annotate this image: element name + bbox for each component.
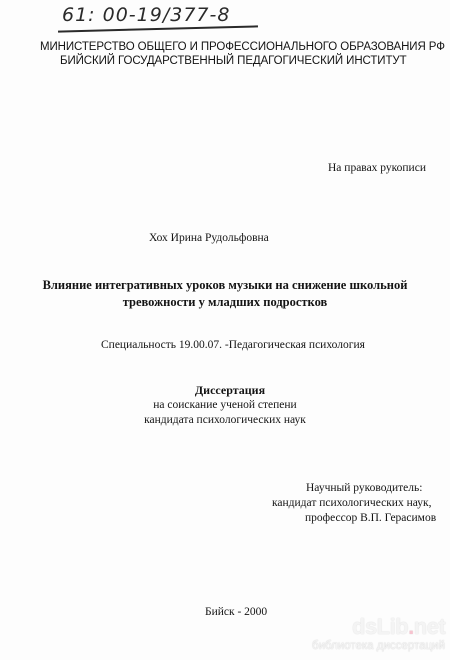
- degree-line-1: на соискание ученой степени: [153, 399, 297, 411]
- degree-heading: Диссертация: [194, 383, 266, 397]
- watermark-logo-tld: net: [413, 614, 446, 639]
- specialty-line: Специальность 19.00.07. -Педагогическая психология: [101, 339, 365, 351]
- ministry-line: МИНИСТЕРСТВО ОБЩЕГО И ПРОФЕССИОНАЛЬНОГО ОБРАЗОВАНИЯ РФ: [40, 41, 445, 53]
- degree-block: [0, 383, 450, 428]
- handwritten-underline: [58, 25, 258, 32]
- city-year: Бийск - 2000: [205, 606, 268, 618]
- watermark-subtitle: библиотека диссертаций: [312, 640, 445, 652]
- advisor-block: [272, 481, 436, 526]
- author-name: Хох Ирина Рудольфовна: [149, 232, 269, 244]
- institute-line: БИЙСКИЙ ГОСУДАРСТВЕННЫЙ ПЕДАГОГИЧЕСКИЙ ИНСТИТУТ: [60, 55, 407, 67]
- rights-note: На правах рукописи: [328, 162, 426, 174]
- title-line-2: тревожности у младших подростков: [122, 295, 328, 309]
- handwritten-archive-code: 61: 00-19/377-8: [62, 4, 231, 26]
- advisor-degree: кандидат психологических наук,: [272, 497, 432, 509]
- title-line-1: Влияние интегративных уроков музыки на снижение школьной: [42, 278, 408, 292]
- institution-header: [40, 40, 445, 68]
- watermark-logo: [352, 614, 445, 640]
- watermark-logo-dot: .: [408, 614, 414, 639]
- advisor-heading: Научный руководитель:: [306, 482, 423, 494]
- watermark-logo-main: dsLib: [352, 614, 409, 639]
- dissertation-title: [0, 277, 450, 311]
- degree-line-2: кандидата психологических наук: [144, 414, 306, 426]
- advisor-name: профессор В.П. Герасимов: [305, 512, 437, 524]
